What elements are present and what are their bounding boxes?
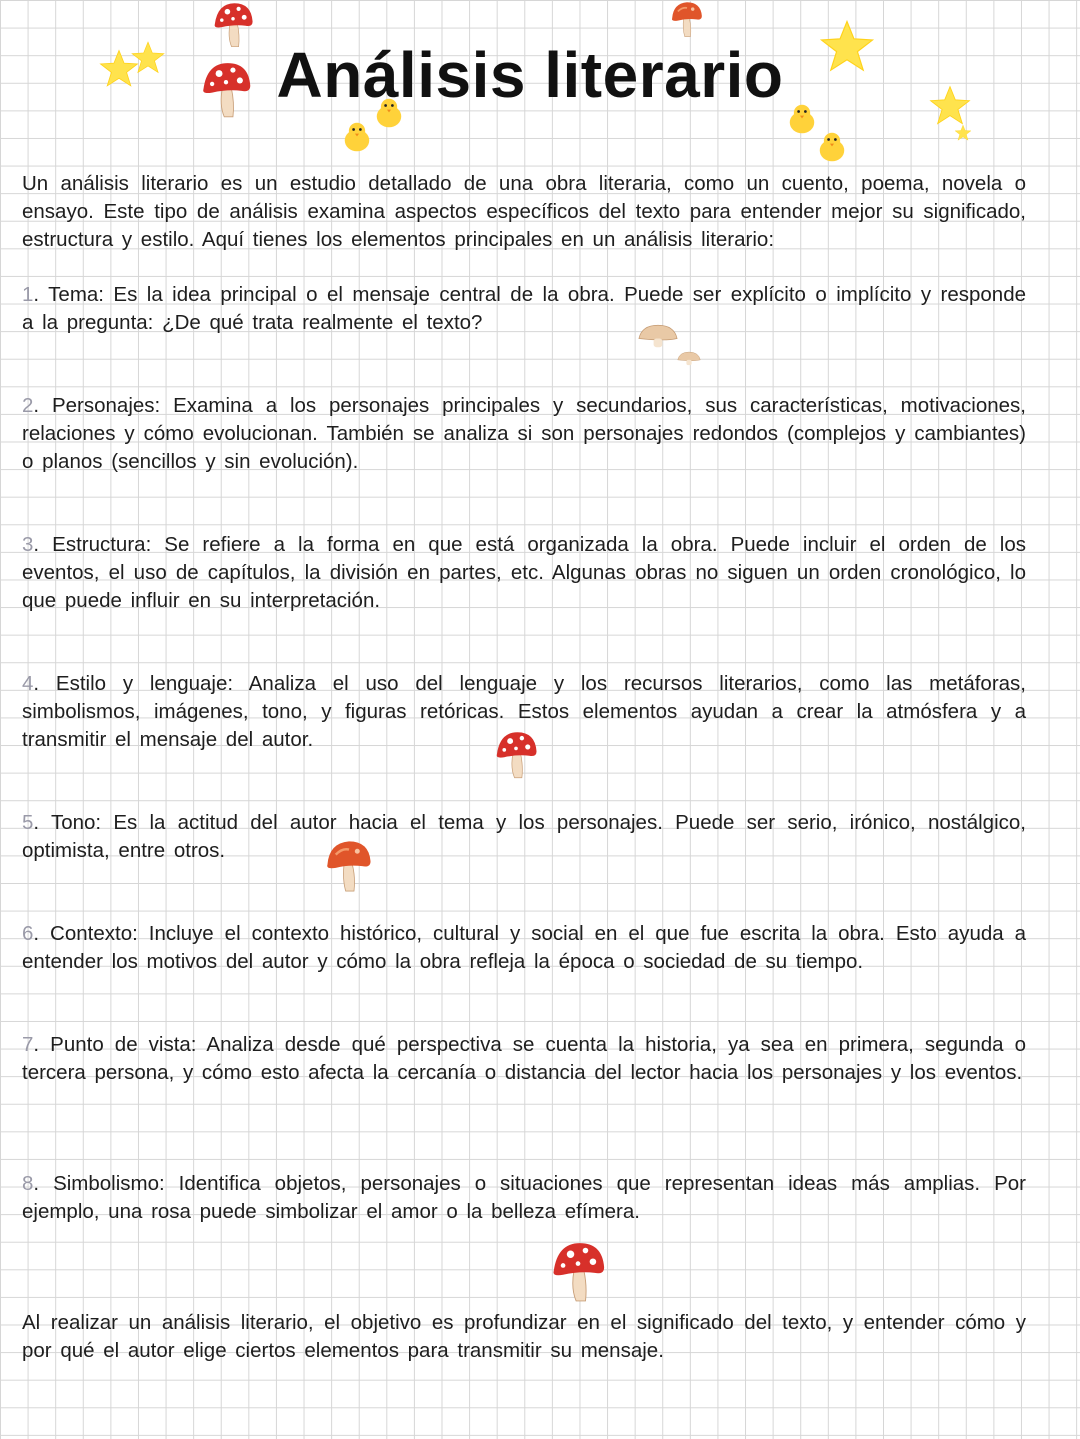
item-text: . Punto de vista: Analiza desde qué perspectiva se cuenta la historia, ya sea en primera, segunda o tercera persona, y cómo esto afecta la cercanía o distancia del lector hacia los personajes y los eventos. — [22, 1033, 1026, 1084]
list-item — [22, 281, 1026, 337]
list-item — [22, 1031, 1026, 1087]
chick-icon — [340, 118, 374, 156]
list-item — [22, 920, 1026, 976]
item-number: 4 — [22, 672, 34, 695]
item-number: 6 — [22, 922, 34, 945]
mushroom-icon — [676, 350, 702, 368]
list-item — [22, 392, 1026, 475]
item-number: 8 — [22, 1172, 34, 1195]
item-number: 7 — [22, 1033, 34, 1056]
item-number: 1 — [22, 283, 34, 306]
mushroom-icon — [550, 1238, 606, 1306]
item-text: . Estilo y lenguaje: Analiza el uso del lenguaje y los recursos literarios, como las metáforas, simbolismos, imágenes, tono, y figuras retóricas. Estos elementos ayudan a crear la atmósfera y a transmitir el mensaje del autor. — [22, 672, 1026, 751]
list-item — [22, 809, 1026, 865]
item-text: . Simbolismo: Identifica objetos, personajes o situaciones que representan ideas más amplias. Por ejemplo, una rosa puede simbolizar el amor o la belleza efímera. — [22, 1172, 1026, 1223]
intro-paragraph: Un análisis literario es un estudio detallado de una obra literaria, como un cuento, poema, novela o ensayo. Este tipo de análisis examina aspectos específicos del texto para entender mejor su significado, estructura y estilo. Aquí tienes los elementos principales en un análisis literario: — [22, 172, 1026, 251]
item-number: 2 — [22, 394, 34, 417]
item-number: 5 — [22, 811, 34, 834]
item-text: . Contexto: Incluye el contexto histórico, cultural y social en el que fue escrita la obra. Esto ayuda a entender los motivos del autor y cómo la obra refleja la época o sociedad de su tiempo. — [22, 922, 1026, 973]
item-text: . Personajes: Examina a los personajes principales y secundarios, sus características, motivaciones, relaciones y cómo evolucionan. También se analiza si son personajes redondos (complejos y cambiantes) o planos (sencillos y sin evolución). — [22, 394, 1026, 473]
conclusion-paragraph: Al realizar un análisis literario, el objetivo es profundizar en el significado del texto, y entender cómo y por qué el autor elige ciertos elementos para transmitir su mensaje. — [22, 1311, 1026, 1362]
item-text: . Tono: Es la actitud del autor hacia el tema y los personajes. Puede ser serio, irónico, nostálgico, optimista, entre otros. — [22, 811, 1026, 862]
list-item — [22, 1170, 1026, 1226]
chick-icon — [815, 128, 849, 166]
item-text: . Estructura: Se refiere a la forma en que está organizada la obra. Puede incluir el orden de los eventos, el uso de capítulos, la división en partes, etc. Algunas obras no siguen un orden cronológico, lo que puede influir en su interpretación. — [22, 533, 1026, 612]
item-number: 3 — [22, 533, 34, 556]
list-item — [22, 531, 1026, 614]
item-text: . Tema: Es la idea principal o el mensaje central de la obra. Puede ser explícito o implícito y responde a la pregunta: ¿De qué trata realmente el texto? — [22, 283, 1026, 334]
page-title: Análisis literario — [276, 39, 784, 111]
mushroom-icon — [664, 0, 710, 40]
list-item — [22, 670, 1026, 753]
star-icon — [954, 124, 972, 142]
